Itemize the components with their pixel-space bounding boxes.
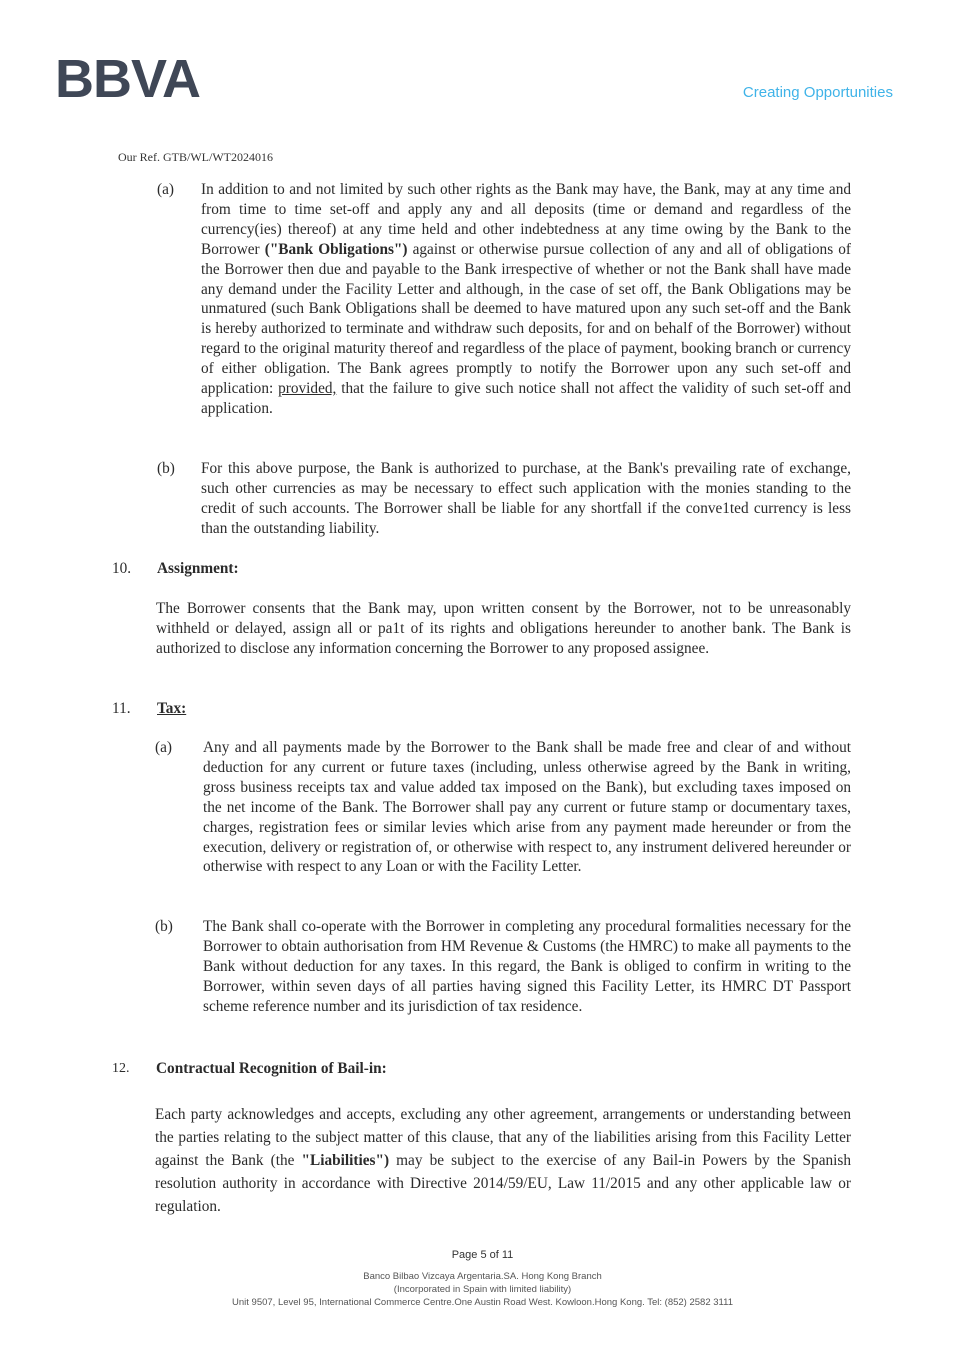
clause-9a-underline: provided, xyxy=(278,380,337,398)
clause-10 xyxy=(156,599,851,659)
clause-10-number: 10. xyxy=(112,560,132,577)
clause-11-heading: Tax: xyxy=(157,700,187,717)
reference-number: Our Ref. GTB/WL/WT2024016 xyxy=(118,150,273,164)
clause-12-number: 12. xyxy=(112,1061,130,1076)
clause-11a-text: Any and all payments made by the Borrower to the Bank shall be made free and clear of and without deduction for any current or future taxes (including, unless otherwise agreed by the Bank in writing, gross business receipts tax and value added tax imposed on the Bank), but excluding taxes imposed on the net income of the Bank. The Borrower shall pay any current or future stamp or documentary taxes, charges, registration fees or similar levies which arise from any payment made hereunder or from the execution, delivery or registration of, or otherwise with respect to, any instrument delivered hereunder or otherwise with respect to any Loan or with the Facility Letter. xyxy=(203,739,851,876)
clause-9b xyxy=(201,459,851,539)
clause-10-text: The Borrower consents that the Bank may, upon written consent by the Borrower, not to be unreasonably withheld or delayed, assign all or pa1t of its rights and obligations hereunder to another bank. The Bank is authorized to disclose any information concerning the Borrower to any proposed assignee. xyxy=(156,600,851,657)
footer-address: Unit 9507, Level 95, International Commerce Centre.One Austin Road West. Kowloon.Hong Kong. Tel: (852) 2582 3111 xyxy=(232,1297,733,1308)
page-number: Page 5 of 11 xyxy=(451,1249,514,1261)
bbva-logo: BBVA xyxy=(55,49,201,109)
tagline: Creating Opportunities xyxy=(742,84,893,101)
footer-bank-name: Banco Bilbao Vizcaya Argentaria.SA. Hong Kong Branch xyxy=(363,1271,602,1282)
clause-9a xyxy=(201,180,851,419)
clause-12-bold: "Liabilities") xyxy=(301,1152,390,1169)
clause-12-text-2: may be subject to the exercise of any Bail-in Powers by the Spanish resolution authority in accordance with Directive 2014/59/EU, Law 11/2015 and any other applicable law or regulation. xyxy=(155,1152,851,1215)
footer-incorporation: (Incorporated in Spain with limited liability) xyxy=(393,1284,572,1295)
clause-11b-text: The Bank shall co-operate with the Borrower in completing any procedural formalities necessary for the Borrower to obtain authorisation from HM Revenue & Customs (the HMRC) to make all payments to the Bank without deduction for any taxes. In this regard, the Bank is obliged to confirm in writing to the Borrower, within seven days of all parties having signed this Facility Letter, its HMRC DT Passport scheme reference number and its jurisdiction of tax residence. xyxy=(203,918,851,1015)
clause-9a-text-1: In addition to and not limited by such other rights as the Bank may have, the Bank, may at any time and from time to time set-off and apply any and all deposits (time or demand and regardless of the currency(ies) thereof) at any time held and other indebtedness at any time owing by the Bank to the Borrower xyxy=(201,181,851,258)
clause-10-heading: Assignment: xyxy=(157,560,239,577)
clause-12-heading: Contractual Recognition of Bail-in: xyxy=(156,1060,387,1077)
clause-11-number: 11. xyxy=(112,700,131,717)
clause-11b xyxy=(203,917,851,1017)
clause-9a-bold: ("Bank Obligations") xyxy=(264,240,408,258)
clause-12-text-1: Each party acknowledges and accepts, excluding any other agreement, arrangements or understanding between the parties relating to the subject matter of this clause, that any of the liabilities arising from this Facility Letter against the Bank (the xyxy=(155,1106,851,1169)
clause-11a xyxy=(203,738,851,877)
clause-9a-label: (a) xyxy=(157,181,174,198)
clause-9a-text-3: that the failure to give such notice shall not affect the validity of such set-off and application. xyxy=(201,380,851,417)
clause-9a-text-2: against or otherwise pursue collection of any and all of obligations of the Borrower then due and payable to the Bank irrespective of whether or not the Bank shall have made any demand under the Facility Letter and although, in the case of set off, the Bank Obligations may be unmatured (such Bank Obligations shall be deemed to have matured upon any such set-off and the Bank is hereby authorized to terminate and withdraw such deposits, for and on behalf of the Borrower) without regard to the original maturity thereof and regardless of the place of payment, booking branch or currency of either obligation. The Bank agrees promptly to notify the Borrower upon any such set-off and application: xyxy=(201,240,851,398)
clause-12 xyxy=(155,1103,851,1218)
clause-11b-label: (b) xyxy=(155,918,173,935)
clause-11a-label: (a) xyxy=(155,739,172,756)
clause-9b-text: For this above purpose, the Bank is authorized to purchase, at the Bank's prevailing rate of exchange, such other currencies as may be necessary to effect such application with the monies standing to the credit of such accounts. The Borrower shall be liable for any shortfall if the conve1ted currency is less than the outstanding liability. xyxy=(201,460,851,537)
clause-9b-label: (b) xyxy=(157,460,175,477)
